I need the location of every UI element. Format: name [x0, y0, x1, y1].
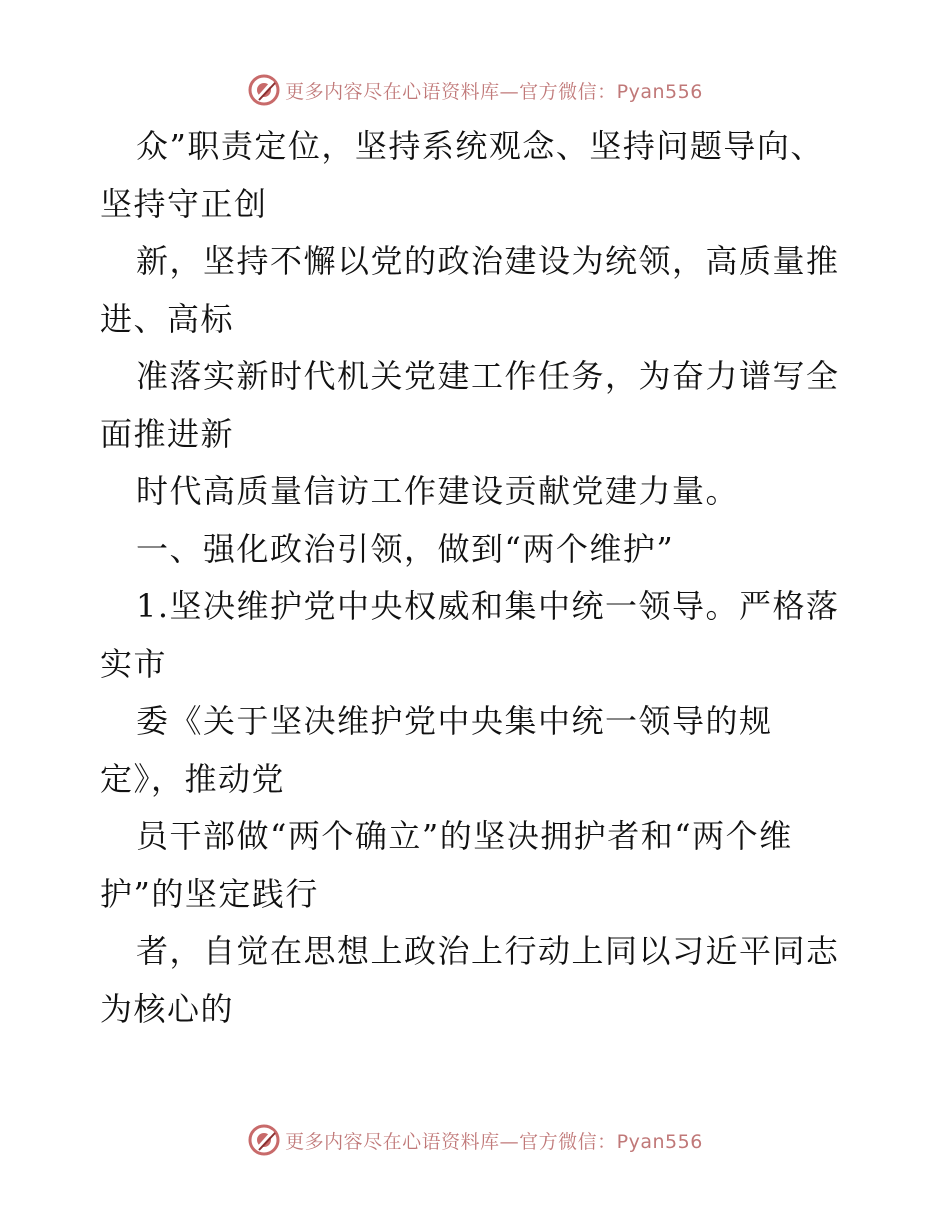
text-line: 进、高标: [100, 299, 235, 338]
seal-logo-icon: [247, 1123, 281, 1157]
footer-watermark: [0, 1120, 950, 1160]
text-line: 员干部做“两个确立”的坚决拥护者和“两个维: [136, 817, 793, 855]
text-line: 面推进新: [100, 414, 235, 453]
text-line: 众”职责定位，坚持系统观念、坚持问题导向、: [136, 127, 824, 165]
text-line: 护”的坚定践行: [100, 874, 319, 913]
header-watermark: [0, 70, 950, 110]
watermark-text: 更多内容尽在心语资料库—官方微信：: [285, 80, 617, 103]
text-line: 定》，推动党: [100, 759, 286, 798]
seal-logo-icon: [247, 73, 281, 107]
watermark-handle: Pyan556: [616, 80, 703, 103]
watermark-text: 更多内容尽在心语资料库—官方微信：: [285, 1130, 617, 1153]
text-line: 坚持守正创: [100, 184, 268, 223]
text-line: 1.坚决维护党中央权威和集中统一领导。严格落: [136, 587, 840, 625]
text-line: 委《关于坚决维护党中央集中统一领导的规: [136, 702, 773, 740]
watermark-handle: Pyan556: [616, 1130, 703, 1153]
text-line: 者，自觉在思想上政治上行动上同以习近平同志: [136, 932, 840, 970]
text-line: 时代高质量信访工作建设贡献党建力量。: [136, 472, 740, 510]
text-line: 为核心的: [100, 989, 235, 1028]
text-line: 新，坚持不懈以党的政治建设为统领，高质量推: [136, 242, 840, 280]
document-body: [100, 118, 860, 1038]
text-line: 一、强化政治引领，做到“两个维护”: [136, 529, 675, 568]
text-line: 实市: [100, 644, 168, 683]
text-line: 准落实新时代机关党建工作任务，为奋力谱写全: [136, 357, 840, 395]
